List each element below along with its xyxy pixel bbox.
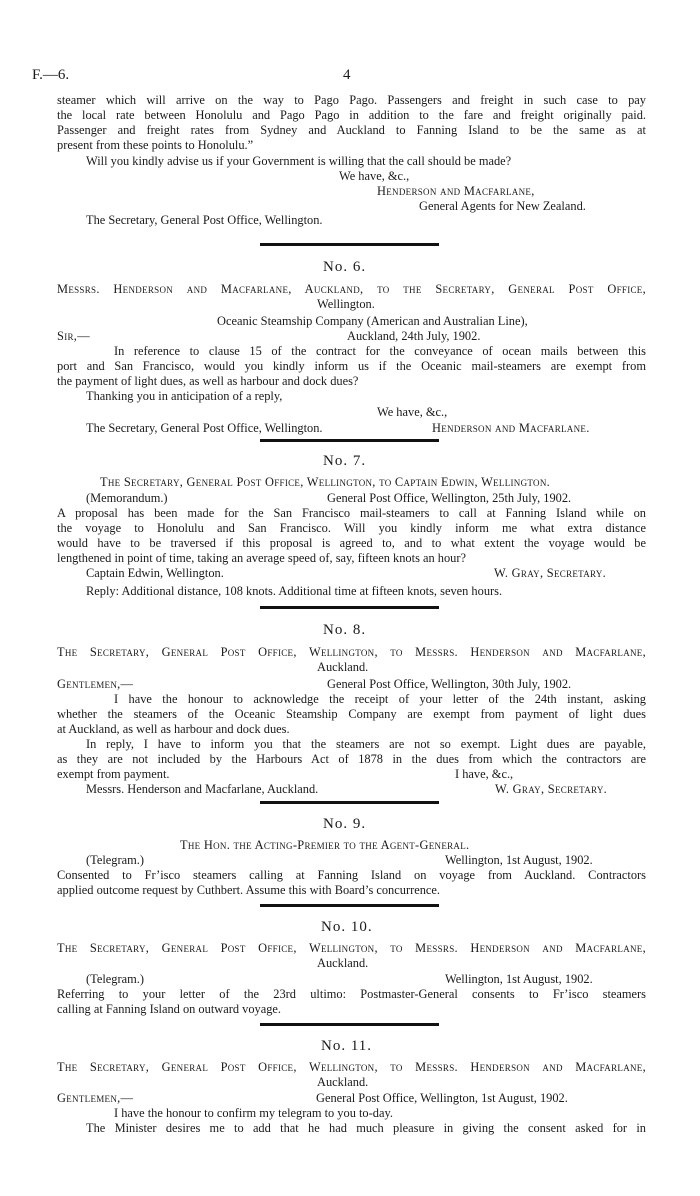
addressee: Captain Edwin, Wellington. [86,566,224,580]
salutation: Gentlemen,— [57,677,134,691]
body-line: exempt from payment. [57,767,170,781]
body-line: In reply, I have to inform you that the steamers are not so exempt. Light dues are payable, [86,737,646,751]
body-line: the voyage to Honolulu and San Francisco. Will you kindly inform me what extra distance [57,521,646,535]
section-heading: Messrs. Henderson and Macfarlane, Auckland, to the Secretary, General Post Office, [57,282,646,296]
body-line: port and San Francisco, would you kindly inform us if the Oceanic mail-steamers are exempt from [57,359,646,373]
body-line: A proposal has been made for the San Francisco mail-steamers to call at Fanning Island while on [57,506,646,520]
page-number: 4 [343,67,351,83]
section-number: No. 7. [323,453,367,469]
letter-date: General Post Office, Wellington, 25th July, 1902. [327,491,572,505]
section-number: No. 8. [323,622,367,638]
body-line: would have to be traversed if this proposal is agreed to, and to what extent the voyage would be [57,536,646,550]
addressee: The Secretary, General Post Office, Wellington. [86,421,323,435]
section-number: No. 6. [323,259,367,275]
section-heading: Auckland. [317,1075,369,1089]
salutation: Gentlemen,— [57,1091,134,1105]
section-divider [260,439,439,442]
salutation: Sir,— [57,329,90,343]
body-line: I have the honour to confirm my telegram to you to-day. [114,1106,393,1120]
telegram-label: (Telegram.) [86,972,144,986]
signature-line: We have, &c., [339,169,410,183]
section-number: No. 9. [323,816,367,832]
letter-from: Oceanic Steamship Company (American and Australian Line), [217,314,528,328]
body-line: calling at Fanning Island on outward voyage. [57,1002,282,1016]
section-heading: The Secretary, General Post Office, Wellington, to Messrs. Henderson and Macfarlane, [57,941,646,955]
intro-line: present from these points to Honolulu.” [57,138,254,152]
memorandum-label: (Memorandum.) [86,491,168,505]
signature-name: Henderson and Macfarlane, [377,184,535,198]
signature-name: W. Gray, Secretary. [494,566,607,580]
letter-date: General Post Office, Wellington, 30th July, 1902. [327,677,572,691]
signature-line: We have, &c., [377,405,448,419]
letter-date: Wellington, 1st August, 1902. [445,972,593,986]
body-line: Referring to your letter of the 23rd ultimo: Postmaster-General consents to Fr’isco steamers [57,987,646,1001]
section-heading: Wellington. [317,297,375,311]
section-divider [260,801,439,804]
section-heading: Auckland. [317,956,369,970]
section-divider [260,606,439,609]
intro-line: the local rate between Honolulu and Pago Pago in addition to the fare and freight originally paid. [57,108,646,122]
addressee: The Secretary, General Post Office, Wellington. [86,213,323,227]
intro-line: steamer which will arrive on the way to Pago Pago. Passengers and freight in such case to pay [57,93,646,107]
section-divider [260,243,439,246]
section-heading: The Secretary, General Post Office, Wellington, to Captain Edwin, Wellington. [100,475,551,489]
body-line: The Minister desires me to add that he had much pleasure in giving the consent asked for in [86,1121,646,1135]
section-heading: The Secretary, General Post Office, Wellington, to Messrs. Henderson and Macfarlane, [57,1060,646,1074]
section-number: No. 10. [321,919,373,935]
letter-date: General Post Office, Wellington, 1st August, 1902. [316,1091,568,1105]
section-heading: The Secretary, General Post Office, Wellington, to Messrs. Henderson and Macfarlane, [57,645,646,659]
section-divider [260,1023,439,1026]
body-line: I have the honour to acknowledge the receipt of your letter of the 24th instant, asking [114,692,646,706]
body-line: In reference to clause 15 of the contract for the conveyance of ocean mails between this [114,344,646,358]
body-line: at Auckland, as well as harbour and dock dues. [57,722,290,736]
signature-line: I have, &c., [455,767,514,781]
body-line: the payment of light dues, as well as harbour and dock dues? [57,374,359,388]
document-code: F.—6. [32,67,70,83]
addressee: Messrs. Henderson and Macfarlane, Auckland. [86,782,319,796]
section-divider [260,904,439,907]
letter-date: Wellington, 1st August, 1902. [445,853,593,867]
signature-title: General Agents for New Zealand. [419,199,586,213]
body-line: as they are not included by the Harbours Act of 1878 in the dues from which the contractors are [57,752,646,766]
body-line: lengthened in point of time, taking an average speed of, say, fifteen knots an hour? [57,551,466,565]
signature-name: Henderson and Macfarlane. [432,421,590,435]
signature-name: W. Gray, Secretary. [495,782,608,796]
intro-line: Passenger and freight rates from Sydney and Auckland to Fanning Island to be the same as at [57,123,646,137]
section-number: No. 11. [321,1038,373,1054]
letter-date: Auckland, 24th July, 1902. [347,329,481,343]
body-line: applied outcome request by Cuthbert. Assume this with Board’s concurrence. [57,883,440,897]
section-heading: Auckland. [317,660,369,674]
body-line: Thanking you in anticipation of a reply, [86,389,283,403]
reply-note: Reply: Additional distance, 108 knots. Additional time at fifteen knots, seven hours. [86,584,503,598]
telegram-label: (Telegram.) [86,853,144,867]
section-heading: The Hon. the Acting-Premier to the Agent-General. [180,838,470,852]
body-line: Consented to Fr’isco steamers calling at Fanning Island on voyage from Auckland. Contractors [57,868,646,882]
intro-line: Will you kindly advise us if your Government is willing that the call should be made? [86,154,512,168]
body-line: whether the steamers of the Oceanic Steamship Company are exempt from payment of light dues [57,707,646,721]
